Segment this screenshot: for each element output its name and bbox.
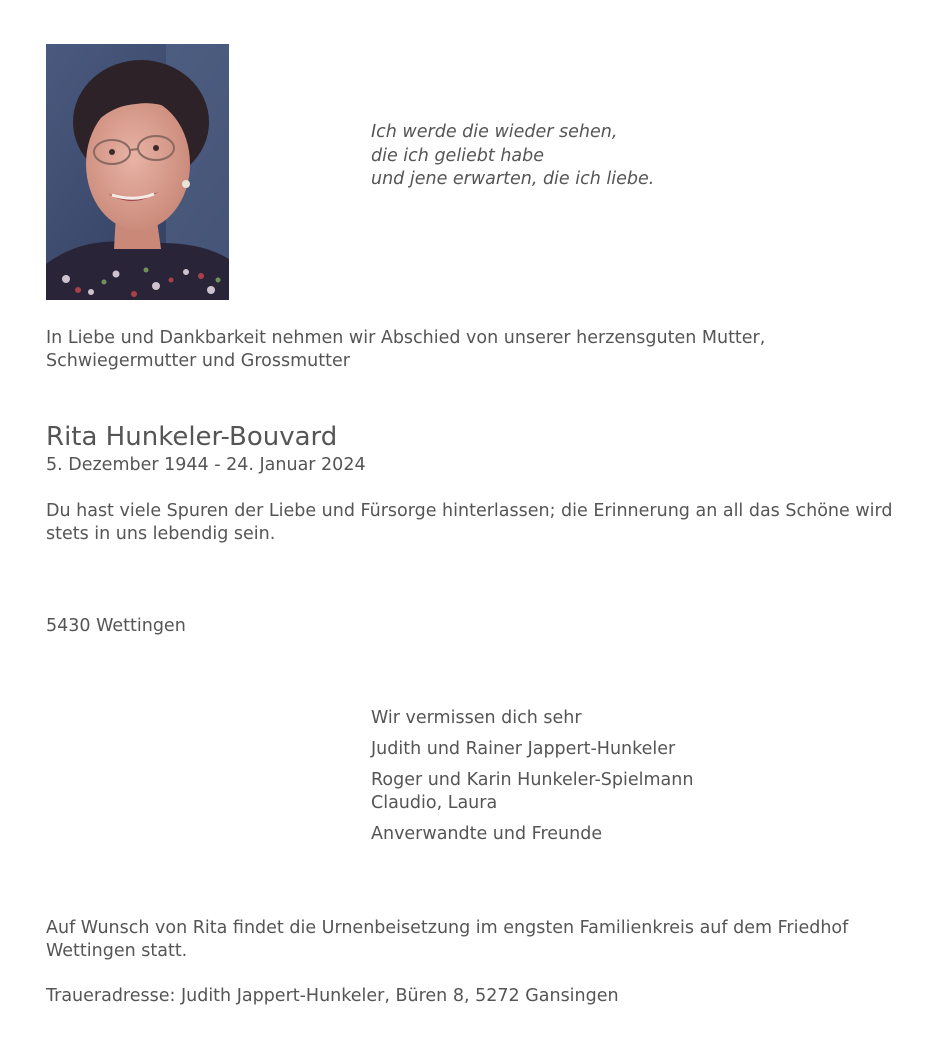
quote-line: und jene erwarten, die ich liebe. <box>371 169 655 189</box>
tribute-text: Du hast viele Spuren der Liebe und Fürsorge hinterlassen; die Erinnerung an all das Schöne wird stets in uns lebendig sein. <box>46 501 893 544</box>
mourners-line: Judith und Rainer Jappert-Hunkeler <box>371 739 676 759</box>
mourners-list <box>371 707 693 846</box>
memorial-quote <box>371 121 654 192</box>
life-dates: 5. Dezember 1944 - 24. Januar 2024 <box>46 455 366 475</box>
mourners-line: Wir vermissen dich sehr <box>371 708 582 728</box>
place-of-residence: 5430 Wettingen <box>46 616 186 636</box>
mourners-line: Roger und Karin Hunkeler-Spielmann <box>371 770 694 790</box>
deceased-name: Rita Hunkeler-Bouvard <box>46 422 338 452</box>
mourning-address: Traueradresse: Judith Jappert-Hunkeler, Büren 8, 5272 Gansingen <box>46 986 619 1006</box>
mourners-line: Claudio, Laura <box>371 793 498 813</box>
mourners-line: Anverwandte und Freunde <box>371 824 603 844</box>
quote-line: die ich geliebt habe <box>371 145 545 166</box>
portrait-photo <box>46 44 229 300</box>
burial-notice: Auf Wunsch von Rita findet die Urnenbeisetzung im engsten Familienkreis auf dem Friedhof Wettingen statt. <box>46 918 849 961</box>
quote-line: Ich werde die wieder sehen, <box>371 122 618 142</box>
farewell-intro: In Liebe und Dankbarkeit nehmen wir Abschied von unserer herzensguten Mutter, Schwiegermutter und Grossmutter <box>46 328 766 371</box>
